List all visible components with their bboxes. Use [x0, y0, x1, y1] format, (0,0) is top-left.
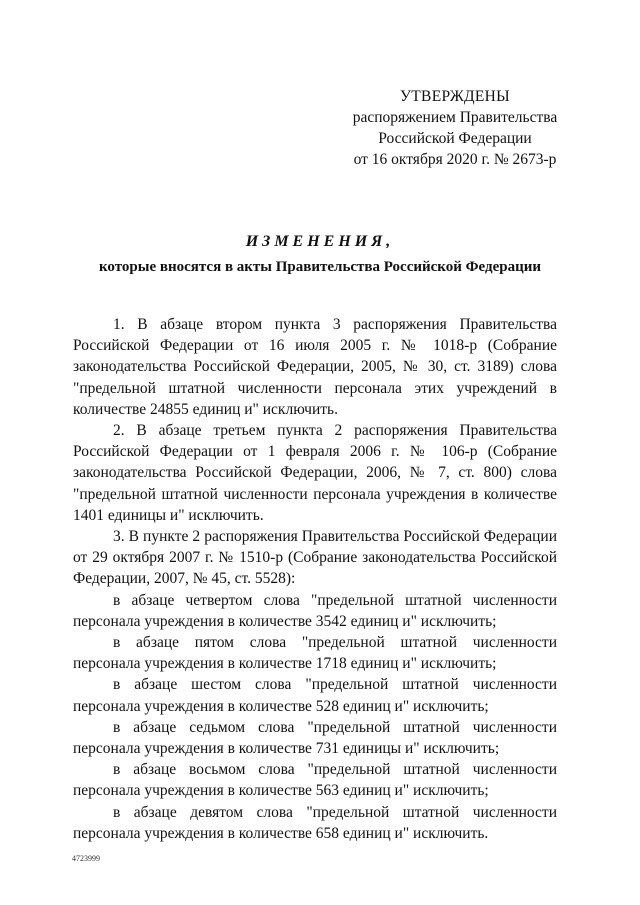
document-body [73, 314, 557, 844]
approval-line-2: Российской Федерации [378, 130, 532, 147]
paragraph-2: 2. В абзаце третьем пункта 2 распоряжения Правительства Российской Федерации от 1 февраля 2006 г. № 106-р (Собрание законодательства Российской Федерации, 2006, № 7, ст. 800) слова "предельной штатной численности персонала учреждения в количестве 1401 единицы и" исключить. [73, 422, 557, 524]
paragraph-3-item-6: в абзаце девятом слова "предельной штатной численности персонала учреждения в количестве 658 единиц и" исключить. [73, 803, 557, 842]
document-code: 4723999 [72, 854, 100, 863]
approval-line-1: распоряжением Правительства [352, 109, 558, 126]
approval-block [300, 86, 610, 170]
paragraph-1: 1. В абзаце втором пункта 3 распоряжения Правительства Российской Федерации от 16 июля 2005 г. № 1018-р (Собрание законодательства Российской Федерации, 2005, № 30, ст. 3189) слова "предельной штатной численности персонала этих учреждений в количестве 24855 единиц и" исключить. [73, 316, 557, 418]
paragraph-3-item-5: в абзаце восьмом слова "предельной штатной численности персонала учреждения в количестве 563 единиц и" исключить; [73, 761, 557, 800]
paragraph-3-item-1: в абзаце четвертом слова "предельной штатной численности персонала учреждения в количестве 3542 единиц и" исключить; [73, 591, 557, 630]
approval-line-3: от 16 октября 2020 г. № 2673-р [353, 151, 557, 168]
approval-title: УТВЕРЖДЕНЫ [400, 88, 510, 105]
paragraph-3-item-3: в абзаце шестом слова "предельной штатной численности персонала учреждения в количестве 528 единиц и" исключить; [73, 676, 557, 715]
document-title: ИЗМЕНЕНИЯ, [245, 233, 395, 250]
paragraph-3-item-4: в абзаце седьмом слова "предельной штатной численности персонала учреждения в количестве 731 единицы и" исключить; [73, 718, 557, 758]
document-subtitle: которые вносятся в акты Правительства Российской Федерации [98, 259, 542, 275]
paragraph-3-item-2: в абзаце пятом слова "предельной штатной численности персонала учреждения в количестве 1718 единиц и" исключить; [73, 634, 557, 673]
paragraph-3: 3. В пункте 2 распоряжения Правительства Российской Федерации от 29 октября 2007 г. № 1510-р (Собрание законодательства Российской Федерации, 2007, № 45, ст. 5528): [73, 528, 557, 588]
